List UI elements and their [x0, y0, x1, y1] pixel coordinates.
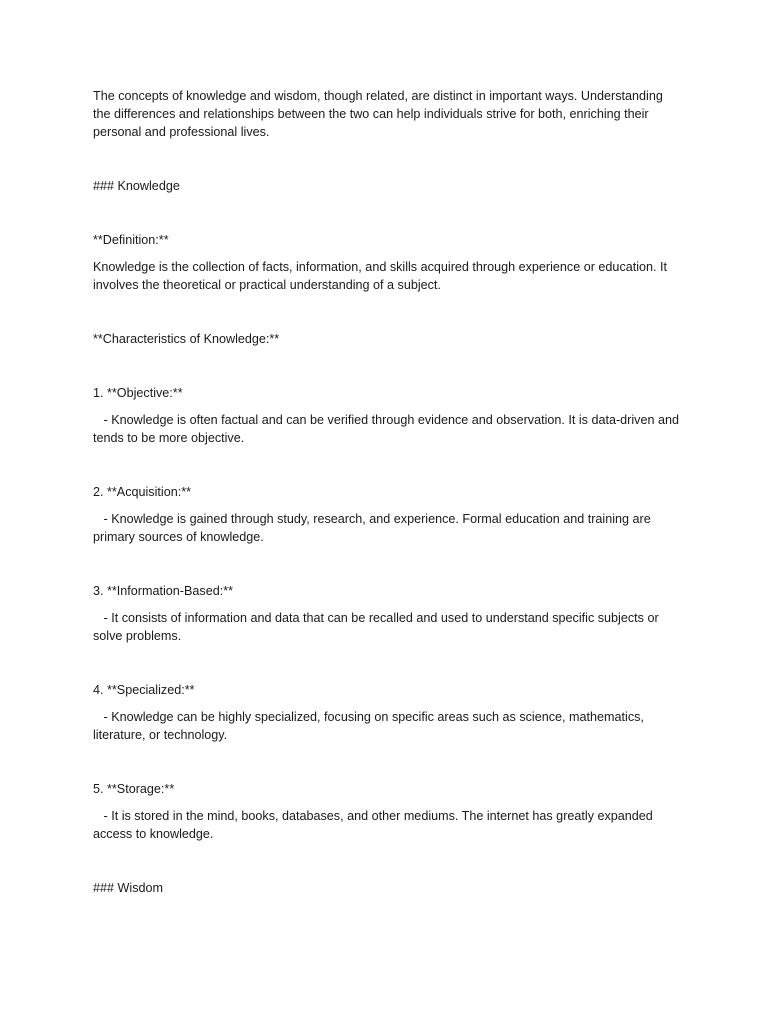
characteristics-label: **Characteristics of Knowledge:** — [93, 332, 280, 346]
list-item-title: 5. **Storage:** — [93, 782, 175, 796]
list-item-title: 4. **Specialized:** — [93, 683, 195, 697]
spacer — [93, 249, 683, 258]
list-item-title: 2. **Acquisition:** — [93, 485, 192, 499]
spacer — [93, 645, 683, 681]
list-item-body: - It is stored in the mind, books, databases, and other mediums. The internet has greatly expanded access to knowledge. — [93, 809, 657, 841]
document-body — [93, 87, 683, 897]
spacer — [93, 744, 683, 780]
spacer — [93, 294, 683, 330]
list-item-body: - Knowledge is often factual and can be verified through evidence and observation. It is data-driven and tends to be more objective. — [93, 413, 683, 445]
spacer — [93, 699, 683, 708]
spacer — [93, 195, 683, 231]
list-item-body: - It consists of information and data that can be recalled and used to understand specific subjects or solve problems. — [93, 611, 663, 643]
definition-label: **Definition:** — [93, 233, 169, 247]
spacer — [93, 447, 683, 483]
spacer — [93, 843, 683, 879]
intro-paragraph: The concepts of knowledge and wisdom, though related, are distinct in important ways. Understanding the differences and relationships between the two can help individuals strive for both, enriching their personal and professional lives. — [93, 89, 667, 139]
spacer — [93, 402, 683, 411]
spacer — [93, 546, 683, 582]
spacer — [93, 501, 683, 510]
spacer — [93, 600, 683, 609]
list-item-body: - Knowledge is gained through study, research, and experience. Formal education and training are primary sources of knowledge. — [93, 512, 655, 544]
definition-text: Knowledge is the collection of facts, information, and skills acquired through experience or education. It involves the theoretical or practical understanding of a subject. — [93, 260, 671, 292]
list-item-title: 1. **Objective:** — [93, 386, 183, 400]
heading-wisdom: ### Wisdom — [93, 881, 163, 895]
heading-knowledge: ### Knowledge — [93, 179, 180, 193]
spacer — [93, 141, 683, 177]
list-item-body: - Knowledge can be highly specialized, focusing on specific areas such as science, mathematics, literature, or technology. — [93, 710, 648, 742]
list-item-title: 3. **Information-Based:** — [93, 584, 234, 598]
spacer — [93, 348, 683, 384]
spacer — [93, 798, 683, 807]
